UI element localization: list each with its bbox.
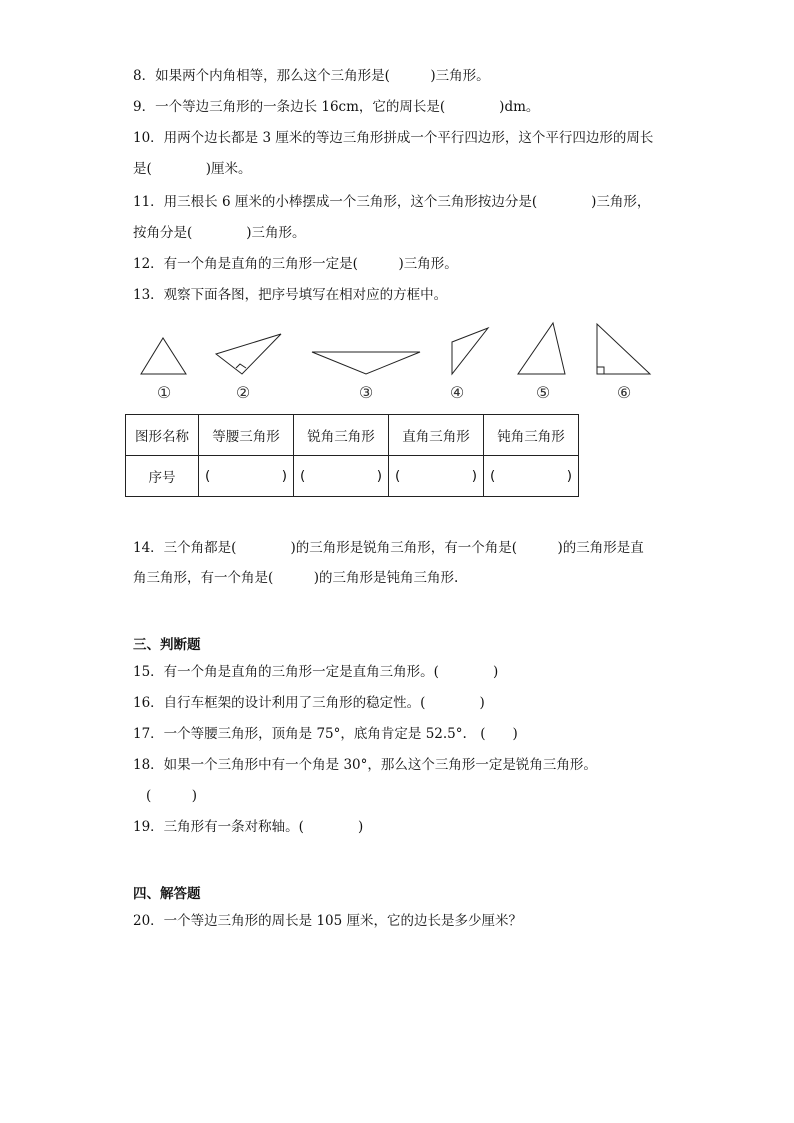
shape-number-3: ③ <box>358 383 374 402</box>
question-10-line1: 10．用两个边长都是 3 厘米的等边三角形拼成一个平行四边形，这个平行四边形的周长 <box>133 130 654 146</box>
column-right: 直角三角形 <box>389 415 484 456</box>
column-obtuse: 钝角三角形 <box>484 415 579 456</box>
paren-close: ) <box>566 468 572 484</box>
paren-close: ) <box>281 468 287 484</box>
question-16: 16．自行车框架的设计利用了三角形的稳定性。( ) <box>133 695 485 711</box>
question-9: 9．一个等边三角形的一条边长 16cm，它的周长是( )dm。 <box>133 99 540 115</box>
triangle-figures <box>130 318 670 404</box>
triangle-5 <box>518 323 565 374</box>
shape-number-5: ⑤ <box>535 383 551 402</box>
question-19: 19．三角形有一条对称轴。( ) <box>133 819 364 835</box>
question-20: 20．一个等边三角形的周长是 105 厘米，它的边长是多少厘米？ <box>133 913 523 929</box>
column-isosceles: 等腰三角形 <box>199 415 294 456</box>
answer-cell-isosceles[interactable] <box>199 456 294 497</box>
section-4-title: 四、解答题 <box>133 886 201 902</box>
paren-open: ( <box>205 468 211 484</box>
answer-cell-obtuse[interactable] <box>484 456 579 497</box>
triangle-3 <box>312 352 420 374</box>
shape-number-1: ① <box>156 383 172 402</box>
paren-open: ( <box>395 468 401 484</box>
triangle-6-right-angle-mark <box>597 367 604 374</box>
question-18-line2: ( ) <box>146 788 198 804</box>
table-header-row <box>126 415 579 456</box>
triangle-6 <box>597 324 650 374</box>
answer-table <box>125 414 579 497</box>
paren-open: ( <box>490 468 496 484</box>
question-12: 12．有一个角是直角的三角形一定是( )三角形。 <box>133 256 458 272</box>
question-11-line2: 按角分是( )三角形。 <box>133 225 306 241</box>
table-row-label: 序号 <box>126 456 199 497</box>
answer-cell-right[interactable] <box>389 456 484 497</box>
question-13: 13．观察下面各图，把序号填写在相对应的方框中。 <box>133 287 448 303</box>
shape-number-6: ⑥ <box>616 383 632 402</box>
question-15: 15．有一个角是直角的三角形一定是直角三角形。( ) <box>133 664 499 680</box>
triangle-2 <box>216 334 281 374</box>
question-18-line1: 18．如果一个三角形中有一个角是 30°，那么这个三角形一定是锐角三角形。 <box>133 757 597 773</box>
question-10-line2: 是( )厘米。 <box>133 161 252 177</box>
question-11-line1: 11．用三根长 6 厘米的小棒摆成一个三角形，这个三角形按边分是( )三角形， <box>133 194 651 210</box>
question-14-line2: 角三角形，有一个角是( )的三角形是钝角三角形. <box>133 570 459 586</box>
table-header-label: 图形名称 <box>126 415 199 456</box>
paren-close: ) <box>471 468 477 484</box>
column-acute: 锐角三角形 <box>294 415 389 456</box>
question-17: 17．一个等腰三角形，顶角是 75°，底角肯定是 52.5°. ( ) <box>133 726 518 742</box>
triangle-4 <box>452 328 488 374</box>
section-3-title: 三、判断题 <box>133 637 201 653</box>
table-answer-row <box>126 456 579 497</box>
answer-cell-acute[interactable] <box>294 456 389 497</box>
shape-number-2: ② <box>235 383 251 402</box>
question-14-line1: 14．三个角都是( )的三角形是锐角三角形，有一个角是( )的三角形是直 <box>133 540 644 556</box>
paren-open: ( <box>300 468 306 484</box>
triangle-2-right-angle-mark <box>236 364 246 368</box>
question-8: 8．如果两个内角相等，那么这个三角形是( )三角形。 <box>133 68 490 84</box>
triangle-1 <box>141 338 186 374</box>
paren-close: ) <box>376 468 382 484</box>
shape-number-4: ④ <box>449 383 465 402</box>
